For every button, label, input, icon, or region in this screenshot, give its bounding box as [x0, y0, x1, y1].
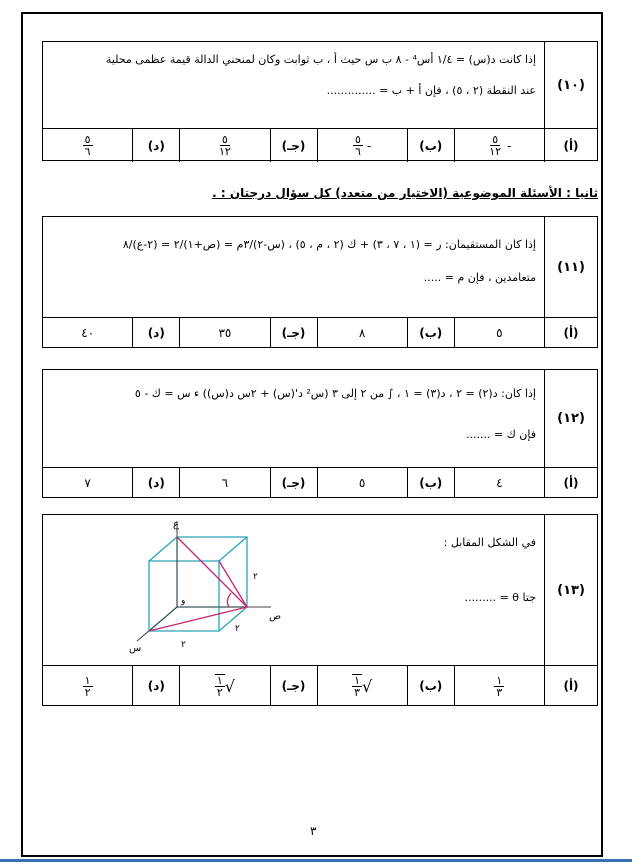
question-line-2: عند النقطة (٢ ، ٥) ، فإن أ + ب = ..............: [326, 83, 536, 97]
question-number: (١٢): [544, 370, 597, 467]
question-line-1: إذا كان: د(٢) = ٢ ، د(٣) = ١ ، ∫ من ٢ إلى ٣ (س² د'(س) + ٢س د(س)) ء س = ك - ٥: [134, 387, 536, 400]
question-line-2: فإن ك = .......: [466, 427, 536, 441]
option-label-a[interactable]: (أ): [544, 318, 597, 348]
axis-label-x: س: [129, 643, 142, 654]
section-title: ثانيا : الأسئلة الموضوعية (الاختيار من متعدد) كل سؤال درجتان : .: [212, 186, 598, 200]
option-label-c[interactable]: (جـ): [270, 318, 317, 348]
options-row: [43, 318, 597, 348]
option-label-a[interactable]: (أ): [544, 468, 597, 498]
side-label-a: ٢: [253, 572, 258, 582]
option-a[interactable]: ٥: [454, 318, 544, 348]
question-number: (١٣): [544, 515, 597, 665]
question-number: (١١): [544, 217, 597, 317]
side-label-b: ٢: [235, 624, 240, 634]
question-12: [42, 369, 598, 498]
options-row: [43, 468, 597, 498]
option-label-c[interactable]: (جـ): [270, 129, 317, 162]
question-line-1: إذا كان المستقيمان: ر = (١ ، ٧ ، ٣) + ك (٢ ، م ، ٥) ، (س-٢)/٣م = (ص+١)/٢ = (٢-ع)/٨: [122, 238, 536, 251]
question-line-1: إذا كانت د(س) = ١/٤ أس⁴ - ٨ ب س حيث أ ، ب ثوابت وكان لمنحني الدالة قيمة عظمى محلية: [105, 53, 536, 66]
option-d[interactable]: ٤٠: [81, 326, 95, 340]
option-b[interactable]: ٥: [317, 468, 407, 498]
option-label-d[interactable]: (د): [132, 468, 179, 498]
question-line-1: في الشكل المقابل :: [443, 536, 536, 549]
option-c[interactable]: ٦: [179, 468, 269, 498]
sqrt-icon: √: [361, 676, 373, 696]
option-label-b[interactable]: (ب): [407, 129, 454, 162]
option-d[interactable]: ٧: [84, 476, 91, 490]
option-d[interactable]: $\frac{٥}{٦}$: [84, 133, 91, 158]
option-a[interactable]: $\frac{١}{٣}$: [454, 666, 544, 706]
question-text: [43, 42, 544, 128]
question-number: (١٠): [544, 42, 597, 128]
option-label-b[interactable]: (ب): [407, 666, 454, 706]
option-c[interactable]: $\frac{٥}{١٢}$: [179, 129, 269, 162]
option-c[interactable]: ٣٥: [179, 318, 269, 348]
option-label-d[interactable]: (د): [132, 318, 179, 348]
options-row: [43, 129, 597, 162]
option-b[interactable]: ٨: [317, 318, 407, 348]
option-a[interactable]: - $\frac{٥}{١٢}$: [454, 129, 544, 162]
option-b[interactable]: - $\frac{٥}{٦}$: [317, 129, 407, 162]
option-c[interactable]: √ $\frac{١}{٢}$: [179, 666, 269, 706]
question-line-2: متعامدين ، فإن م = .....: [423, 270, 536, 284]
options-row: [43, 666, 597, 706]
option-label-c[interactable]: (جـ): [270, 666, 317, 706]
diagonal-line-2: [177, 537, 247, 607]
side-label-c: ٢: [181, 640, 186, 650]
option-label-b[interactable]: (ب): [407, 318, 454, 348]
question-text: [43, 515, 544, 665]
sqrt-icon: √: [224, 676, 235, 696]
question-line-2: جتا θ = .........: [464, 590, 536, 604]
question-11: [42, 216, 598, 348]
question-text: [43, 370, 544, 467]
option-d[interactable]: $\frac{١}{٢}$: [84, 673, 91, 699]
page-number: ٣: [310, 824, 317, 838]
x-axis: [137, 607, 177, 641]
option-b[interactable]: √ $\frac{١}{٣}$: [317, 666, 407, 706]
option-label-d[interactable]: (د): [132, 666, 179, 706]
origin-label: و: [181, 596, 186, 606]
question-10: [42, 41, 598, 161]
option-label-a[interactable]: (أ): [544, 129, 597, 162]
option-a[interactable]: ٤: [454, 468, 544, 498]
question-13: [42, 514, 598, 706]
cube-figure: [123, 517, 283, 657]
option-label-c[interactable]: (جـ): [270, 468, 317, 498]
option-label-b[interactable]: (ب): [407, 468, 454, 498]
option-label-d[interactable]: (د): [132, 129, 179, 162]
axis-label-z: ع: [173, 519, 179, 530]
axis-label-y: ص: [269, 611, 282, 622]
option-label-a[interactable]: (أ): [544, 666, 597, 706]
question-text: [43, 217, 544, 317]
